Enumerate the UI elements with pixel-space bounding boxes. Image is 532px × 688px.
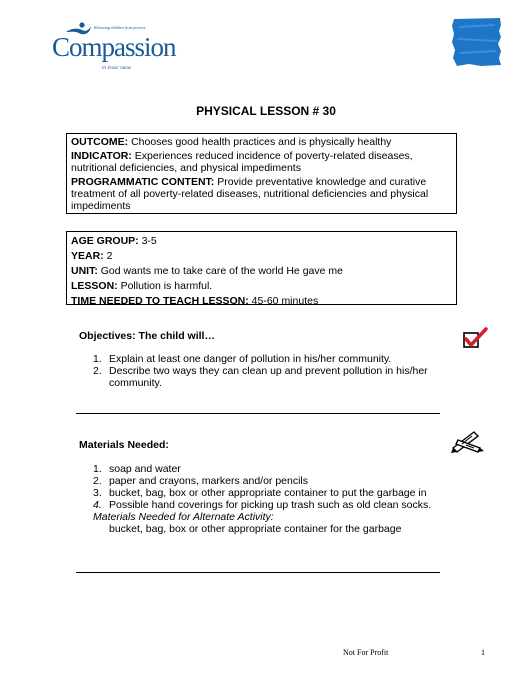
list-item (93, 487, 443, 499)
age-group-line (71, 235, 452, 247)
logo-wordmark: Compassion (52, 32, 176, 62)
page-number: 1 (481, 648, 485, 657)
list-item-number: 1. (93, 353, 102, 365)
outcome-label: OUTCOME: (71, 136, 129, 148)
indicator-line (71, 150, 452, 174)
time-label: TIME NEEDED TO TEACH LESSON: (71, 295, 249, 307)
checkbox-check-icon (462, 327, 488, 349)
section-divider (76, 413, 440, 414)
blue-brush-decoration (451, 17, 502, 67)
list-item-text: Describe two ways they can clean up and prevent pollution in his/her community. (109, 365, 428, 389)
list-item (93, 475, 443, 487)
age-group-value: 3-5 (138, 235, 157, 247)
lesson-title: PHYSICAL LESSON # 30 (196, 104, 336, 118)
content-line (71, 176, 452, 212)
indicator-text: Experiences reduced incidence of poverty-related diseases, nutritional deficiencies, and physical impediments (71, 150, 413, 174)
age-group-label: AGE GROUP: (71, 235, 139, 247)
time-value: 45-60 minutes (248, 295, 319, 307)
footer-not-for-profit: Not For Profit (343, 648, 389, 657)
list-item-number: 2. (93, 365, 102, 377)
alternate-materials-item: bucket, bag, box or other appropriate container for the garbage (109, 523, 402, 535)
indicator-label: INDICATOR: (71, 150, 132, 162)
list-item-number: 1. (93, 463, 102, 475)
time-line (71, 295, 452, 307)
alternate-materials-heading: Materials Needed for Alternate Activity: (93, 511, 274, 523)
year-label: YEAR: (71, 250, 104, 262)
list-item (93, 353, 443, 365)
year-value: 2 (103, 250, 113, 262)
section-divider (76, 572, 440, 573)
outcome-text: Chooses good health practices and is physically healthy (128, 136, 392, 148)
list-item (93, 499, 443, 511)
list-item-text: paper and crayons, markers and/or pencils (109, 475, 309, 487)
list-item-text: soap and water (109, 463, 181, 475)
list-item (93, 365, 443, 389)
unit-label: UNIT: (71, 265, 98, 277)
compassion-logo (52, 22, 176, 71)
logo-subtitle: in Jesus' name (102, 66, 132, 71)
objectives-list (93, 353, 443, 389)
unit-value: God wants me to take care of the world He gave me (97, 265, 343, 277)
outcome-line (71, 136, 452, 148)
content-text: Provide preventative knowledge and curative treatment of all poverty-related diseases, nutritional deficiencies and physical impediments (71, 176, 429, 212)
list-item-text: bucket, bag, box or other appropriate container to put the garbage in (109, 487, 427, 499)
list-item (93, 463, 443, 475)
lesson-label: LESSON: (71, 280, 118, 292)
pencil-crayon-icon (450, 428, 486, 454)
lesson-info-box (66, 231, 457, 305)
list-item-number: 4. (93, 499, 102, 511)
materials-heading: Materials Needed: (79, 439, 169, 451)
list-item-text: Explain at least one danger of pollution in his/her community. (109, 353, 392, 365)
content-label: PROGRAMMATIC CONTENT: (71, 176, 215, 188)
list-item-number: 3. (93, 487, 102, 499)
materials-list (93, 463, 443, 535)
lesson-line (71, 280, 452, 292)
outcome-box (66, 133, 457, 214)
unit-line (71, 265, 452, 277)
list-item-text: Possible hand coverings for picking up trash such as old clean socks. (109, 499, 432, 511)
logo-tagline: Releasing children from poverty (94, 25, 146, 30)
lesson-value: Pollution is harmful. (117, 280, 213, 292)
objectives-heading: Objectives: The child will… (79, 330, 215, 342)
year-line (71, 250, 452, 262)
list-item-number: 2. (93, 475, 102, 487)
